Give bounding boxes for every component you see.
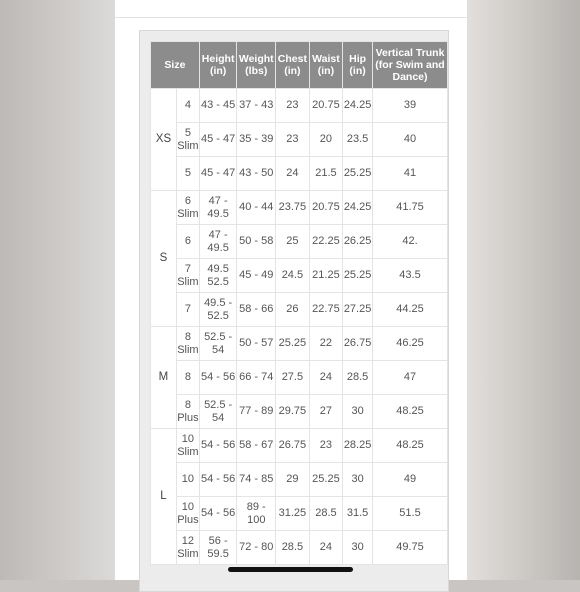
size-cell: 6 <box>176 225 199 259</box>
weight-cell: 58 - 67 <box>237 429 276 463</box>
hip-cell: 25.25 <box>343 157 373 191</box>
table-row <box>151 531 448 565</box>
waist-cell: 20.75 <box>309 89 342 123</box>
vertical-trunk-cell: 47 <box>373 361 448 395</box>
hip-cell: 28.5 <box>343 361 373 395</box>
weight-cell: 50 - 58 <box>237 225 276 259</box>
hip-cell: 30 <box>343 463 373 497</box>
header-size: Size <box>151 42 200 89</box>
table-row <box>151 157 448 191</box>
hip-cell: 26.25 <box>343 225 373 259</box>
size-chart-frame <box>139 30 449 592</box>
size-cell: 7 <box>176 293 199 327</box>
table-row <box>151 191 448 225</box>
waist-cell: 22.75 <box>309 293 342 327</box>
hip-cell: 31.5 <box>343 497 373 531</box>
hip-cell: 30 <box>343 395 373 429</box>
vertical-trunk-cell: 42. <box>373 225 448 259</box>
header-hip: Hip (in) <box>343 42 373 89</box>
chest-cell: 26 <box>276 293 310 327</box>
vertical-trunk-cell: 39 <box>373 89 448 123</box>
height-cell: 56 - 59.5 <box>199 531 237 565</box>
table-row <box>151 123 448 157</box>
vertical-trunk-cell: 51.5 <box>373 497 448 531</box>
header-weight: Weight (lbs) <box>237 42 276 89</box>
header-vertical-trunk: Vertical Trunk (for Swim and Dance) <box>373 42 448 89</box>
waist-cell: 24 <box>309 361 342 395</box>
hip-cell: 27.25 <box>343 293 373 327</box>
size-cell: 7 Slim <box>176 259 199 293</box>
waist-cell: 25.25 <box>309 463 342 497</box>
table-row <box>151 497 448 531</box>
table-row <box>151 361 448 395</box>
table-row <box>151 259 448 293</box>
header-chest: Chest (in) <box>276 42 310 89</box>
waist-cell: 21.25 <box>309 259 342 293</box>
size-group-label: M <box>151 327 177 429</box>
top-bar <box>115 0 467 18</box>
weight-cell: 45 - 49 <box>237 259 276 293</box>
chest-cell: 26.75 <box>276 429 310 463</box>
size-group-label: L <box>151 429 177 565</box>
size-cell: 8 Plus <box>176 395 199 429</box>
height-cell: 45 - 47 <box>199 123 237 157</box>
document-page <box>115 0 467 580</box>
size-group-label: XS <box>151 89 177 191</box>
table-row <box>151 463 448 497</box>
weight-cell: 35 - 39 <box>237 123 276 157</box>
size-cell: 12 Slim <box>176 531 199 565</box>
chest-cell: 31.25 <box>276 497 310 531</box>
waist-cell: 21.5 <box>309 157 342 191</box>
vertical-trunk-cell: 40 <box>373 123 448 157</box>
height-cell: 54 - 56 <box>199 429 237 463</box>
chest-cell: 23 <box>276 89 310 123</box>
vertical-trunk-cell: 49 <box>373 463 448 497</box>
vertical-trunk-cell: 44.25 <box>373 293 448 327</box>
chest-cell: 29.75 <box>276 395 310 429</box>
vertical-trunk-cell: 46.25 <box>373 327 448 361</box>
weight-cell: 77 - 89 <box>237 395 276 429</box>
height-cell: 54 - 56 <box>199 497 237 531</box>
size-cell: 5 <box>176 157 199 191</box>
height-cell: 49.5 - 52.5 <box>199 293 237 327</box>
size-cell: 8 Slim <box>176 327 199 361</box>
chest-cell: 25 <box>276 225 310 259</box>
chest-cell: 28.5 <box>276 531 310 565</box>
vertical-trunk-cell: 49.75 <box>373 531 448 565</box>
size-cell: 10 Slim <box>176 429 199 463</box>
vertical-trunk-cell: 41.75 <box>373 191 448 225</box>
height-cell: 49.5 52.5 <box>199 259 237 293</box>
waist-cell: 24 <box>309 531 342 565</box>
height-cell: 47 - 49.5 <box>199 191 237 225</box>
header-height: Height (in) <box>199 42 237 89</box>
size-cell: 8 <box>176 361 199 395</box>
blurred-background-left <box>0 0 115 580</box>
weight-cell: 43 - 50 <box>237 157 276 191</box>
table-row <box>151 293 448 327</box>
weight-cell: 66 - 74 <box>237 361 276 395</box>
size-cell: 4 <box>176 89 199 123</box>
waist-cell: 27 <box>309 395 342 429</box>
chest-cell: 24 <box>276 157 310 191</box>
height-cell: 54 - 56 <box>199 361 237 395</box>
vertical-trunk-cell: 41 <box>373 157 448 191</box>
blurred-background-right <box>467 0 580 580</box>
home-indicator-bar <box>228 567 353 572</box>
vertical-trunk-cell: 48.25 <box>373 429 448 463</box>
waist-cell: 20.75 <box>309 191 342 225</box>
weight-cell: 58 - 66 <box>237 293 276 327</box>
height-cell: 43 - 45 <box>199 89 237 123</box>
hip-cell: 26.75 <box>343 327 373 361</box>
table-body <box>151 89 448 565</box>
weight-cell: 72 - 80 <box>237 531 276 565</box>
height-cell: 52.5 - 54 <box>199 395 237 429</box>
size-chart-table <box>150 41 448 565</box>
hip-cell: 28.25 <box>343 429 373 463</box>
size-cell: 10 Plus <box>176 497 199 531</box>
hip-cell: 23.5 <box>343 123 373 157</box>
waist-cell: 22.25 <box>309 225 342 259</box>
size-group-label: S <box>151 191 177 327</box>
weight-cell: 40 - 44 <box>237 191 276 225</box>
table-row <box>151 225 448 259</box>
hip-cell: 24.25 <box>343 89 373 123</box>
vertical-trunk-cell: 48.25 <box>373 395 448 429</box>
chest-cell: 23.75 <box>276 191 310 225</box>
hip-cell: 24.25 <box>343 191 373 225</box>
chest-cell: 24.5 <box>276 259 310 293</box>
chest-cell: 27.5 <box>276 361 310 395</box>
height-cell: 54 - 56 <box>199 463 237 497</box>
weight-cell: 89 - 100 <box>237 497 276 531</box>
size-cell: 5 Slim <box>176 123 199 157</box>
header-waist: Waist (in) <box>309 42 342 89</box>
weight-cell: 50 - 57 <box>237 327 276 361</box>
waist-cell: 22 <box>309 327 342 361</box>
chest-cell: 29 <box>276 463 310 497</box>
table-row <box>151 429 448 463</box>
table-row <box>151 89 448 123</box>
size-cell: 6 Slim <box>176 191 199 225</box>
table-row <box>151 395 448 429</box>
weight-cell: 37 - 43 <box>237 89 276 123</box>
height-cell: 45 - 47 <box>199 157 237 191</box>
waist-cell: 28.5 <box>309 497 342 531</box>
waist-cell: 23 <box>309 429 342 463</box>
height-cell: 47 - 49.5 <box>199 225 237 259</box>
table-row <box>151 327 448 361</box>
chest-cell: 25.25 <box>276 327 310 361</box>
vertical-trunk-cell: 43.5 <box>373 259 448 293</box>
header-row <box>151 42 448 89</box>
chest-cell: 23 <box>276 123 310 157</box>
waist-cell: 20 <box>309 123 342 157</box>
hip-cell: 30 <box>343 531 373 565</box>
size-cell: 10 <box>176 463 199 497</box>
height-cell: 52.5 - 54 <box>199 327 237 361</box>
weight-cell: 74 - 85 <box>237 463 276 497</box>
hip-cell: 25.25 <box>343 259 373 293</box>
